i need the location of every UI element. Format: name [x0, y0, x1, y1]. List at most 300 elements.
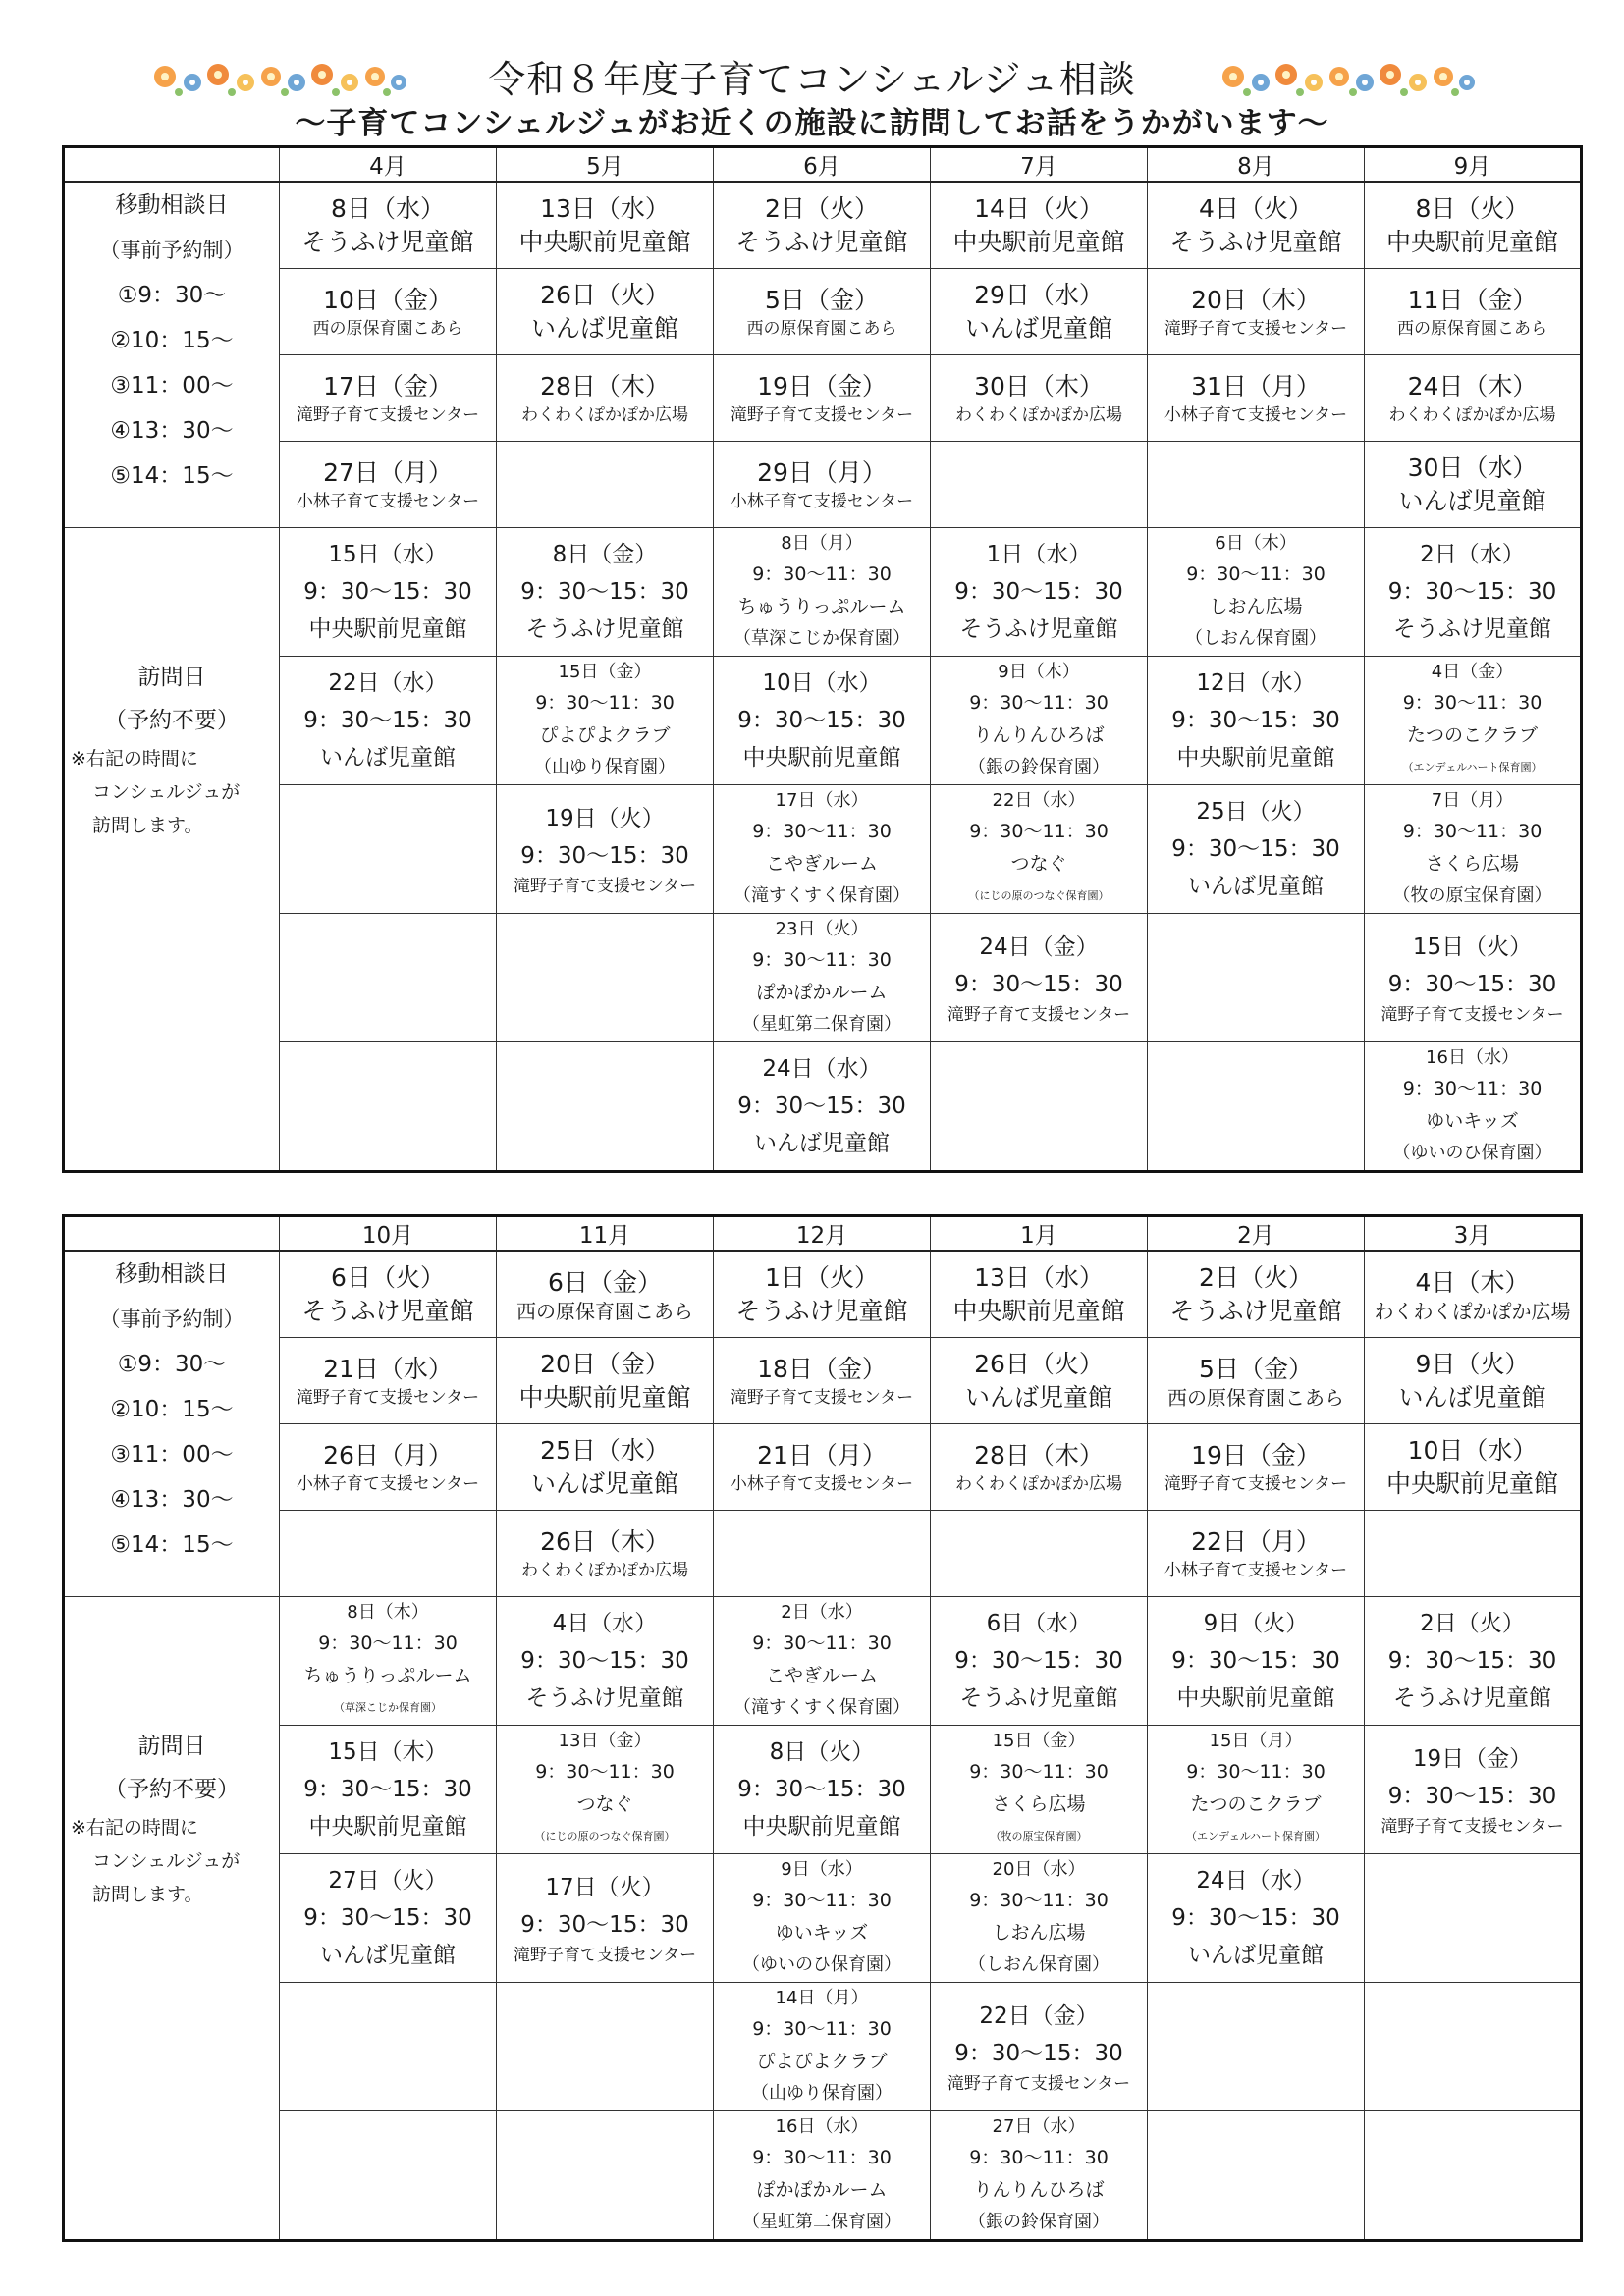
visit-note-line: 訪問します。	[92, 815, 203, 836]
empty-cell	[497, 1983, 714, 2111]
empty-cell	[1148, 442, 1365, 528]
entry-place: 小林子育て支援センター	[730, 1473, 914, 1494]
mobile-cell	[1148, 1338, 1365, 1424]
visit-entry	[931, 528, 1147, 656]
mobile-cell	[714, 355, 931, 442]
visit-cell	[280, 1854, 497, 1983]
empty-cell	[497, 914, 714, 1042]
month-header: 2月	[1148, 1216, 1365, 1252]
entry-place: そうふけ児童館	[959, 616, 1118, 642]
entry-time: 9：30～15：30	[1387, 1648, 1557, 1674]
mobile-entry	[1365, 1338, 1580, 1423]
entry-date: 24日（水）	[762, 1056, 882, 1082]
entry-date: 17日（金）	[323, 371, 453, 400]
visit-entry-compact	[280, 1597, 496, 1725]
mobile-row	[64, 182, 1582, 269]
entry-time: 9：30～15：30	[737, 1094, 906, 1119]
mobile-row	[64, 1338, 1582, 1424]
entry-time: 9：30～11：30	[969, 2147, 1109, 2168]
entry-time: 9：30～11：30	[752, 949, 892, 971]
entry-date: 17日（火）	[545, 1875, 665, 1900]
entry-place: ぽかぽかルーム	[756, 2179, 888, 2201]
entry-date: 4日（金）	[1431, 662, 1514, 682]
mobile-cell	[280, 182, 497, 269]
time-slot: ④13：30～	[110, 418, 234, 444]
month-header-row	[64, 147, 1582, 183]
mobile-entry	[931, 183, 1147, 268]
page-title: 令和８年度子育てコンシェルジュ相談	[488, 58, 1136, 101]
visit-entry	[497, 1597, 713, 1725]
entry-date: 15日（金）	[558, 662, 652, 682]
entry-date: 16日（水）	[775, 2116, 869, 2137]
entry-date: 31日（月）	[1191, 371, 1321, 400]
entry-place: たつのこクラブ	[1406, 724, 1538, 746]
mobile-entry	[280, 1338, 496, 1423]
entry-place: 中央駅前児童館	[952, 227, 1125, 256]
visit-cell	[931, 1983, 1148, 2111]
mobile-entry	[714, 355, 930, 441]
visit-row	[64, 2111, 1582, 2241]
entry-place: 小林子育て支援センター	[296, 491, 480, 511]
entry-place: わくわくぽかぽか広場	[521, 1560, 688, 1580]
entry-time: 9：30～11：30	[1402, 1078, 1543, 1099]
entry-date: 22日（月）	[1191, 1526, 1321, 1556]
entry-place: 中央駅前児童館	[952, 1296, 1125, 1325]
mobile-entry	[1148, 1511, 1364, 1596]
visit-label	[64, 1597, 280, 2241]
mobile-cell	[280, 355, 497, 442]
entry-time: 9：30～11：30	[752, 1632, 892, 1654]
entry-place: ぽかぽかルーム	[756, 982, 888, 1003]
entry-date: 29日（水）	[974, 280, 1104, 309]
entry-date: 8日（月）	[781, 533, 863, 554]
visit-cell	[931, 785, 1148, 914]
entry-place: さくら広場	[1425, 853, 1519, 875]
entry-place: 滝野子育て支援センター	[1380, 1817, 1564, 1837]
empty-cell	[280, 785, 497, 914]
entry-date: 9日（木）	[998, 662, 1080, 682]
entry-place: いんば児童館	[530, 1468, 678, 1498]
entry-date: 13日（金）	[558, 1731, 652, 1751]
mobile-entry	[280, 183, 496, 268]
entry-place: ちゅうりっぷルーム	[737, 596, 906, 617]
time-slot: ⑤14：15～	[110, 463, 234, 489]
visit-entry	[931, 914, 1147, 1041]
entry-place: いんば児童館	[320, 1943, 456, 1968]
mobile-cell	[931, 182, 1148, 269]
entry-host: （滝すくすく保育園）	[733, 1697, 910, 1718]
entry-place: そうふけ児童館	[735, 227, 908, 256]
time-slot: ③11：00～	[110, 1442, 234, 1468]
entry-host: （エンデェルハート保育園）	[1186, 1830, 1326, 1842]
entry-time: 9：30～15：30	[520, 579, 689, 605]
entry-place: 小林子育て支援センター	[1164, 404, 1348, 425]
visit-label-title: 訪問日	[137, 665, 206, 690]
visit-row	[64, 914, 1582, 1042]
entry-time: 9：30～15：30	[954, 1648, 1123, 1674]
entry-place: いんば児童館	[530, 313, 678, 343]
mobile-consultation-label	[64, 1251, 280, 1597]
entry-date: 19日（金）	[1412, 1746, 1533, 1772]
entry-time: 9：30～15：30	[520, 1648, 689, 1674]
entry-date: 19日（金）	[1191, 1440, 1321, 1469]
entry-place: わくわくぽかぽか広場	[521, 404, 688, 425]
time-slot: ④13：30～	[110, 1487, 234, 1513]
entry-date: 21日（水）	[323, 1354, 453, 1383]
entry-date: 4日（木）	[1415, 1267, 1530, 1297]
visit-cell	[714, 528, 931, 657]
mobile-entry	[1148, 183, 1364, 268]
mobile-entry	[714, 1252, 930, 1337]
mobile-cell	[280, 442, 497, 528]
entry-date: 26日（月）	[323, 1440, 453, 1469]
entry-place: さくら広場	[992, 1793, 1086, 1815]
entry-time: 9：30～11：30	[1186, 1761, 1326, 1783]
entry-time: 9：30～11：30	[969, 1761, 1109, 1783]
visit-entry	[714, 657, 930, 784]
visit-entry-compact	[1365, 785, 1580, 913]
mobile-entry	[714, 1338, 930, 1423]
visit-note-line: ※右記の時間に	[71, 1817, 198, 1839]
entry-date: 9日（火）	[1203, 1611, 1309, 1636]
entry-time: 9：30～15：30	[1171, 836, 1340, 862]
entry-date: 20日（木）	[1191, 285, 1321, 314]
entry-place: 中央駅前児童館	[1385, 1468, 1558, 1498]
visit-cell	[714, 1854, 931, 1983]
visit-entry-compact	[1148, 528, 1364, 656]
mobile-entry	[714, 442, 930, 527]
mobile-cell	[1148, 1424, 1365, 1511]
entry-place: そうふけ児童館	[301, 227, 474, 256]
mobile-entry	[1148, 1252, 1364, 1337]
entry-place: いんば児童館	[320, 745, 456, 771]
entry-date: 15日（火）	[1412, 934, 1533, 960]
visit-label-block	[65, 1597, 279, 1911]
visit-entry	[280, 657, 496, 784]
entry-time: 9：30～15：30	[737, 1777, 906, 1802]
mobile-label-title: 移動相談日	[115, 192, 229, 218]
visit-cell	[931, 914, 1148, 1042]
visit-cell	[714, 657, 931, 785]
entry-date: 9日（水）	[781, 1859, 863, 1880]
entry-host: （牧の原宝保育園）	[1392, 885, 1552, 906]
entry-place: そうふけ児童館	[301, 1296, 474, 1325]
visit-cell	[497, 1854, 714, 1983]
mobile-label-reservation: （事前予約制）	[99, 1308, 244, 1331]
mobile-entry	[931, 1424, 1147, 1510]
entry-place: つなぐ	[576, 1793, 633, 1815]
entry-place: そうふけ児童館	[959, 1685, 1118, 1711]
entry-time: 9：30～15：30	[303, 579, 472, 605]
entry-place: 西の原保育園こあら	[746, 318, 897, 339]
mobile-cell	[1148, 269, 1365, 355]
mobile-entry	[931, 1252, 1147, 1337]
entry-date: 15日（金）	[992, 1731, 1086, 1751]
empty-cell	[1148, 1042, 1365, 1172]
mobile-cell	[497, 355, 714, 442]
entry-host: （銀の鈴保育園）	[968, 757, 1110, 777]
entry-date: 26日（火）	[974, 1349, 1104, 1378]
entry-place: しおん広場	[1209, 596, 1303, 617]
entry-date: 11日（金）	[1407, 285, 1538, 314]
entry-date: 6日（火）	[331, 1262, 445, 1292]
entry-host: （山ゆり保育園）	[751, 2083, 893, 2104]
mobile-entry	[1148, 269, 1364, 354]
time-slot: ②10：15～	[110, 328, 234, 353]
entry-place: 中央駅前児童館	[742, 1814, 901, 1840]
entry-place: わくわくぽかぽか広場	[1388, 404, 1556, 425]
entry-time: 9：30～15：30	[954, 2041, 1123, 2066]
entry-date: 8日（水）	[331, 193, 445, 223]
month-header: 1月	[931, 1216, 1148, 1252]
entry-place: 滝野子育て支援センター	[1164, 318, 1348, 339]
entry-date: 29日（月）	[757, 457, 887, 487]
flower-border-right-icon	[1216, 53, 1481, 108]
mobile-entry	[497, 355, 713, 441]
month-header: 6月	[714, 147, 931, 183]
mobile-entry	[497, 183, 713, 268]
mobile-cell	[1148, 355, 1365, 442]
visit-cell	[280, 1597, 497, 1726]
entry-place: ぴよぴよクラブ	[756, 2051, 888, 2072]
mobile-cell	[497, 1424, 714, 1511]
entry-place: 滝野子育て支援センター	[1380, 1005, 1564, 1025]
mobile-cell	[714, 1338, 931, 1424]
visit-entry-compact	[1365, 1042, 1580, 1170]
entry-date: 24日（水）	[1196, 1868, 1316, 1894]
entry-place: たつのこクラブ	[1190, 1793, 1322, 1815]
entry-host: （ゆいのひ保育園）	[742, 1954, 901, 1975]
entry-date: 6日（金）	[548, 1267, 662, 1297]
visit-cell	[1365, 528, 1582, 657]
month-header: 3月	[1365, 1216, 1582, 1252]
mobile-cell	[497, 1251, 714, 1338]
visit-note-line: 訪問します。	[92, 1884, 203, 1905]
visit-entry	[497, 785, 713, 913]
mobile-cell	[1148, 1511, 1365, 1597]
empty-cell	[497, 442, 714, 528]
mobile-entry	[1365, 269, 1580, 354]
visit-entry-compact	[931, 2111, 1147, 2239]
mobile-entry	[497, 269, 713, 354]
entry-place: いんば児童館	[1188, 1943, 1324, 1968]
mobile-entry	[931, 1338, 1147, 1423]
visit-cell	[280, 1726, 497, 1854]
mobile-row	[64, 1511, 1582, 1597]
entry-date: 20日（金）	[540, 1349, 670, 1378]
visit-note-line: コンシェルジュが	[92, 1850, 241, 1872]
mobile-cell	[1365, 1424, 1582, 1511]
entry-time: 9：30～11：30	[318, 1632, 458, 1654]
mobile-entry	[280, 442, 496, 527]
visit-entry-compact	[931, 1854, 1147, 1982]
entry-time: 9：30～15：30	[1171, 1648, 1340, 1674]
mobile-entry	[280, 1252, 496, 1337]
entry-place: いんば児童館	[1398, 1382, 1546, 1412]
entry-time: 9：30～15：30	[303, 708, 472, 733]
visit-cell	[1148, 785, 1365, 914]
entry-place: ゆいキッズ	[775, 1922, 869, 1944]
entry-date: 2日（水）	[1420, 542, 1525, 567]
entry-date: 8日（金）	[552, 542, 658, 567]
entry-date: 30日（水）	[1407, 453, 1538, 482]
entry-time: 9：30～15：30	[954, 579, 1123, 605]
entry-date: 2日（火）	[1199, 1262, 1313, 1292]
mobile-cell	[1148, 182, 1365, 269]
entry-date: 9日（火）	[1415, 1349, 1530, 1378]
entry-time: 9：30～15：30	[520, 843, 689, 869]
mobile-row	[64, 442, 1582, 528]
entry-host: （銀の鈴保育園）	[968, 2212, 1110, 2232]
entry-host: （しおん保育園）	[1185, 628, 1326, 649]
empty-cell	[497, 2111, 714, 2241]
mobile-entry	[714, 1424, 930, 1510]
month-header: 4月	[280, 147, 497, 183]
visit-cell	[931, 657, 1148, 785]
entry-time: 9：30～15：30	[1387, 1784, 1557, 1809]
entry-place: 中央駅前児童館	[308, 1814, 467, 1840]
entry-date: 5日（金）	[765, 285, 879, 314]
empty-cell	[931, 1511, 1148, 1597]
entry-date: 27日（水）	[992, 2116, 1086, 2137]
visit-cell	[714, 1597, 931, 1726]
entry-place: 滝野子育て支援センター	[296, 1387, 480, 1408]
entry-time: 9：30～15：30	[1387, 579, 1557, 605]
entry-time: 9：30～15：30	[954, 972, 1123, 997]
visit-cell	[1365, 1726, 1582, 1854]
mobile-cell	[497, 269, 714, 355]
entry-place: 滝野子育て支援センター	[947, 2074, 1131, 2094]
entry-date: 8日（木）	[347, 1602, 429, 1623]
visit-cell	[280, 657, 497, 785]
mobile-row	[64, 269, 1582, 355]
visit-entry-compact	[714, 1983, 930, 2110]
entry-date: 14日（月）	[775, 1988, 869, 2008]
entry-place: そうふけ児童館	[1393, 1685, 1551, 1711]
time-slot: ①9：30～	[117, 1352, 227, 1377]
corner-cell	[64, 1216, 280, 1252]
entry-date: 10日（水）	[1407, 1435, 1538, 1465]
entry-place: いんば児童館	[964, 1382, 1112, 1412]
time-slot: ①9：30～	[117, 283, 227, 308]
visit-entry	[1365, 1726, 1580, 1853]
empty-cell	[280, 1042, 497, 1172]
mobile-entry	[1365, 1424, 1580, 1510]
visit-entry	[714, 1042, 930, 1170]
visit-entry	[497, 528, 713, 656]
empty-cell	[280, 2111, 497, 2241]
month-header: 12月	[714, 1216, 931, 1252]
entry-place: りんりんひろば	[973, 724, 1105, 746]
visit-row	[64, 1726, 1582, 1854]
empty-cell	[1148, 2111, 1365, 2241]
mobile-entry	[1365, 442, 1580, 527]
mobile-cell	[931, 1251, 1148, 1338]
visit-entry	[931, 1983, 1147, 2110]
visit-entry	[931, 1597, 1147, 1725]
mobile-cell	[714, 182, 931, 269]
visit-cell	[714, 1042, 931, 1172]
entry-date: 2日（水）	[781, 1602, 863, 1623]
entry-date: 12日（水）	[1196, 670, 1316, 696]
entry-place: そうふけ児童館	[1169, 1296, 1342, 1325]
header	[0, 39, 1624, 147]
entry-date: 8日（火）	[1415, 193, 1530, 223]
entry-date: 4日（水）	[552, 1611, 658, 1636]
visit-row	[64, 1854, 1582, 1983]
entry-date: 24日（金）	[979, 934, 1099, 960]
empty-cell	[931, 1042, 1148, 1172]
entry-date: 13日（水）	[540, 193, 670, 223]
entry-time: 9：30～15：30	[1171, 708, 1340, 733]
entry-date: 30日（木）	[974, 371, 1104, 400]
mobile-cell	[1365, 1251, 1582, 1338]
entry-place: こやぎルーム	[765, 853, 878, 875]
mobile-entry	[497, 1338, 713, 1423]
entry-date: 22日（水）	[328, 670, 448, 696]
visit-entry	[1148, 657, 1364, 784]
entry-place: 滝野子育て支援センター	[730, 404, 914, 425]
mobile-cell	[714, 1424, 931, 1511]
entry-date: 5日（金）	[1199, 1354, 1313, 1383]
entry-time: 9：30～11：30	[752, 821, 892, 842]
entry-time: 9：30～11：30	[752, 2018, 892, 2040]
visit-cell	[714, 1983, 931, 2111]
page-subtitle: ～子育てコンシェルジュがお近くの施設に訪問してお話をうかがいます～	[295, 106, 1329, 141]
mobile-entry	[497, 1511, 713, 1596]
entry-place: 滝野子育て支援センター	[730, 1387, 914, 1408]
entry-host: （星虹第二保育園）	[742, 2212, 901, 2232]
time-slot: ②10：15～	[110, 1397, 234, 1422]
entry-date: 25日（水）	[540, 1435, 670, 1465]
mobile-cell	[280, 1338, 497, 1424]
visit-entry-compact	[714, 1854, 930, 1982]
entry-host: （ゆいのひ保育園）	[1392, 1143, 1552, 1163]
entry-place: ぴよぴよクラブ	[539, 724, 671, 746]
visit-cell	[931, 528, 1148, 657]
entry-date: 24日（木）	[1407, 371, 1538, 400]
entry-place: いんば児童館	[1188, 874, 1324, 899]
visit-entry-compact	[931, 785, 1147, 913]
entry-date: 8日（火）	[769, 1739, 875, 1765]
entry-time: 9：30～11：30	[1186, 563, 1326, 585]
mobile-row	[64, 355, 1582, 442]
mobile-entry	[1148, 1338, 1364, 1423]
visit-label-no-reservation: （予約不要）	[104, 1777, 240, 1802]
entry-place: りんりんひろば	[973, 2179, 1105, 2201]
mobile-cell	[1365, 442, 1582, 528]
visit-entry	[280, 1726, 496, 1853]
entry-place: こやぎルーム	[765, 1665, 878, 1686]
entry-date: 26日（木）	[540, 1526, 670, 1556]
mobile-label-reservation: （事前予約制）	[99, 239, 244, 262]
entry-place: わくわくぽかぽか広場	[1374, 1299, 1571, 1323]
mobile-entry	[1148, 1424, 1364, 1510]
visit-entry-compact	[497, 1726, 713, 1853]
entry-date: 16日（水）	[1426, 1047, 1519, 1068]
visit-cell	[497, 528, 714, 657]
mobile-entry	[714, 183, 930, 268]
mobile-label-title: 移動相談日	[115, 1261, 229, 1287]
mobile-cell	[497, 1338, 714, 1424]
entry-place: 滝野子育て支援センター	[513, 1946, 697, 1965]
entry-place: そうふけ児童館	[1169, 227, 1342, 256]
month-header: 9月	[1365, 147, 1582, 183]
visit-cell	[931, 1597, 1148, 1726]
visit-row	[64, 657, 1582, 785]
mobile-cell	[714, 269, 931, 355]
mobile-entry	[280, 269, 496, 354]
